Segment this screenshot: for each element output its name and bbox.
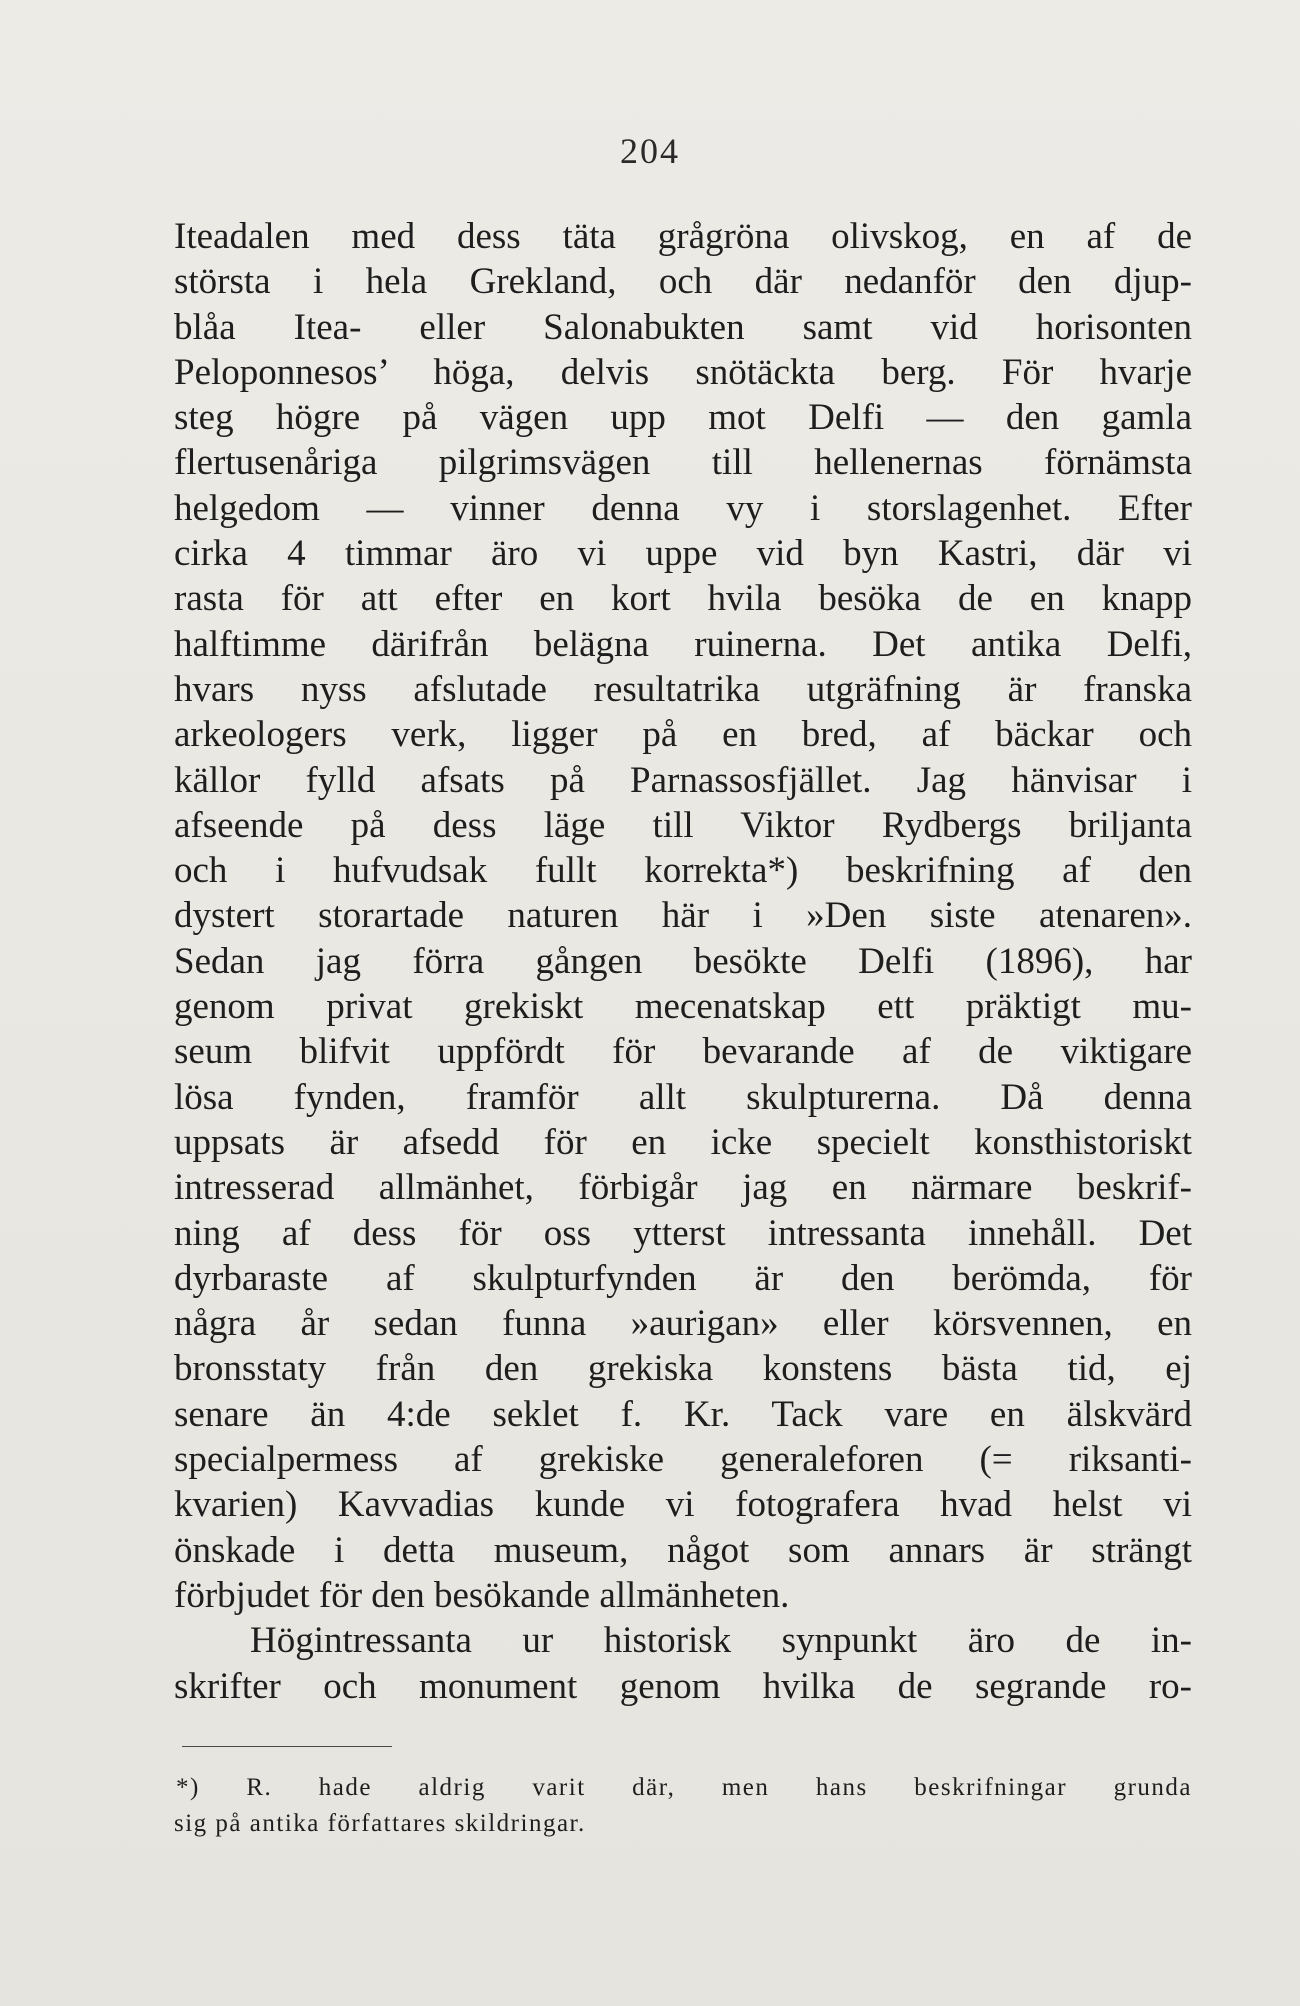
text-line: specialpermess af grekiske generaleforen (= riksanti- (174, 1439, 1192, 1481)
text-line: flertusenåriga pilgrimsvägen till hellenernas förnämsta (174, 442, 1192, 484)
footnote-line: sig på antika författares skildringar. (174, 1810, 586, 1837)
text-line: dyrbaraste af skulpturfynden är den berömda, för (174, 1257, 1192, 1299)
text-line: arkeologers verk, ligger på en bred, af bäckar och (174, 714, 1192, 756)
text-line: hvars nyss afslutade resultatrika utgräfning är franska (174, 668, 1192, 710)
text-line: halftimme därifrån belägna ruinerna. Det antika Delfi, (174, 623, 1192, 665)
body-text (174, 214, 1192, 1709)
text-line: ning af dess för oss ytterst intressanta innehåll. Det (174, 1212, 1192, 1254)
text-line: dystert storartade naturen här i »Den siste atenaren». (174, 895, 1192, 937)
text-line: Högintressanta ur historisk synpunkt äro de in- (250, 1620, 1192, 1662)
text-line: önskade i detta museum, något som annars är strängt (174, 1529, 1192, 1571)
text-line: Iteadalen med dess täta grågröna olivskog, en af de (174, 216, 1192, 257)
text-line: och i hufvudsak fullt korrekta*) beskrifning af den (174, 850, 1192, 892)
text-line: några år sedan funna »aurigan» eller körsvennen, en (174, 1303, 1192, 1345)
text-line: afseende på dess läge till Viktor Rydbergs briljanta (174, 804, 1192, 846)
text-line: kvarien) Kavvadias kunde vi fotografera hvad helst vi (174, 1484, 1192, 1526)
text-line: genom privat grekiskt mecenatskap ett präktigt mu- (174, 986, 1192, 1028)
text-line: rasta för att efter en kort hvila besöka de en knapp (174, 578, 1192, 620)
text-line: lösa fynden, framför allt skulpturerna. Då denna (174, 1076, 1192, 1118)
text-line: Sedan jag förra gången besökte Delfi (1896), har (174, 940, 1192, 982)
text-line: Peloponnesos’ höga, delvis snötäckta berg. För hvarje (174, 351, 1192, 393)
text-line: största i hela Grekland, och där nedanför den djup- (174, 261, 1192, 303)
footnote-line: *) R. hade aldrig varit där, men hans beskrifningar grunda (176, 1774, 1192, 1801)
text-line: intresserad allmänhet, förbigår jag en närmare beskrif- (174, 1167, 1192, 1209)
page-number: 204 (620, 131, 680, 171)
text-line: uppsats är afsedd för en icke specielt konsthistoriskt (174, 1121, 1192, 1163)
text-line: blåa Itea- eller Salonabukten samt vid horisonten (174, 306, 1192, 348)
text-line: cirka 4 timmar äro vi uppe vid byn Kastri, där vi (174, 533, 1192, 575)
text-line: källor fylld afsats på Parnassosfjället. Jag hänvisar i (174, 759, 1192, 801)
text-line: förbjudet för den besökande allmänheten. (174, 1574, 790, 1616)
text-line: skrifter och monument genom hvilka de segrande ro- (174, 1665, 1192, 1707)
text-line: seum blifvit uppfördt för bevarande af de viktigare (174, 1031, 1192, 1073)
footnote-divider (182, 1746, 392, 1747)
text-line: helgedom — vinner denna vy i storslagenhet. Efter (174, 487, 1192, 529)
text-line: bronsstaty från den grekiska konstens bästa tid, ej (174, 1348, 1192, 1390)
text-line: senare än 4:de seklet f. Kr. Tack vare en älskvärd (174, 1393, 1192, 1435)
footnote (174, 1770, 1192, 1842)
text-line: steg högre på vägen upp mot Delfi — den gamla (174, 397, 1192, 439)
